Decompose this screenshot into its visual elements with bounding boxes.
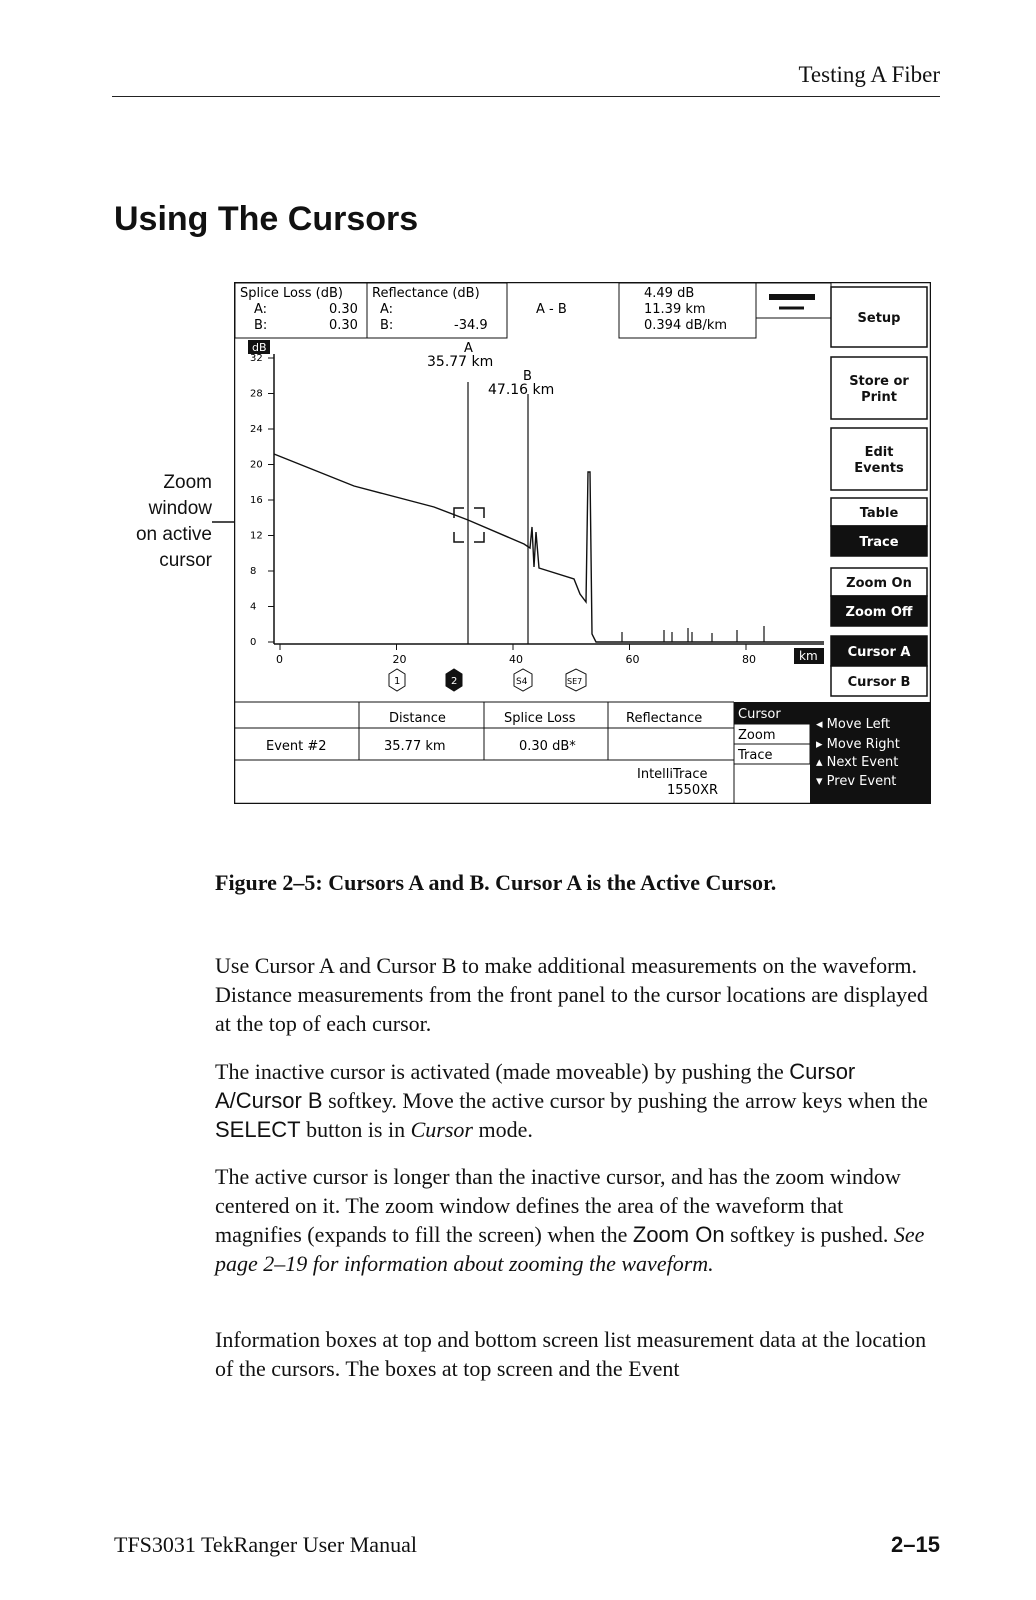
col-reflectance: Reflectance <box>626 711 703 726</box>
softkey-label: Table <box>859 506 899 521</box>
running-head: Testing A Fiber <box>798 62 940 87</box>
x-tick-label: 20 <box>392 653 407 666</box>
arrow-prev-event: ▾ Prev Event <box>816 774 897 789</box>
refl-b-label: B: <box>380 318 394 333</box>
footer-page-number: 2–15 <box>891 1532 940 1557</box>
callout-line-1: Zoom <box>163 472 212 493</box>
ab-distance: 11.39 km <box>644 302 706 317</box>
ab-attenuation: 0.394 dB/km <box>644 318 728 333</box>
paragraph-1: Use Cursor A and Cursor B to make additional measurements on the waveform. Distance measurements from the front panel to the cursor locations are displayed at the top of each cursor. <box>215 953 928 1036</box>
softkey-label: Events <box>854 461 904 476</box>
x-tick-label: 40 <box>509 653 523 666</box>
softkey-label: Trace <box>859 535 899 550</box>
refl-b-value: -34.9 <box>454 318 488 333</box>
x-tick-label: 0 <box>276 653 283 666</box>
db-unit-label: dB <box>252 341 267 354</box>
arrow-next-event: ▴ Next Event <box>816 755 899 770</box>
mode-zoom: Zoom <box>738 728 776 743</box>
event-marker-1-label: 1 <box>394 676 401 687</box>
softkey-label: Setup <box>857 311 901 326</box>
paragraph-4: Information boxes at top and bottom screen list measurement data at the location of the cursors. The boxes at top screen and the Event <box>215 1327 927 1381</box>
zoom-on-key-ref: Zoom On <box>632 1222 725 1247</box>
splice-a-label: A: <box>254 302 268 317</box>
row-event: Event #2 <box>266 739 327 754</box>
col-splice-loss: Splice Loss <box>504 711 576 726</box>
callout-line-3: on active <box>135 524 212 545</box>
a-minus-b-label: A - B <box>536 302 567 317</box>
overview-box <box>756 283 831 318</box>
mode-trace: Trace <box>738 748 773 763</box>
y-tick-label: 4 <box>250 601 257 613</box>
callout-line-4: cursor <box>159 550 212 571</box>
page-cross-reference: See page 2–19 for information about zooming the waveform. <box>215 1222 925 1276</box>
otdr-screen <box>234 282 931 804</box>
cursor-mode-ref: Cursor <box>410 1117 473 1142</box>
y-tick-label: 28 <box>250 388 263 400</box>
select-button-ref: SELECT <box>215 1117 301 1142</box>
row-distance: 35.77 km <box>384 739 446 754</box>
y-tick-label: 20 <box>250 459 263 471</box>
softkey-label: Cursor A <box>847 645 911 660</box>
y-tick-label: 0 <box>250 637 257 648</box>
refl-a-label: A: <box>380 302 394 317</box>
product-line-1: IntelliTrace <box>637 767 708 782</box>
softkey-label: Store or <box>849 374 909 389</box>
splice-a-value: 0.30 <box>329 302 358 317</box>
y-tick-label: 12 <box>250 530 263 542</box>
y-tick-label: 32 <box>250 353 263 364</box>
softkey-label: Cursor B <box>847 675 911 690</box>
paragraph-3: The active cursor is longer than the inactive cursor, and has the zoom window centered on it. The zoom window defines the area of the waveform that magnifies (expands to fill the screen) when the Zoom On softkey is pushed. See page 2–19 for information about zooming the waveform. <box>215 1164 925 1276</box>
paragraph-2: The inactive cursor is activated (made moveable) by pushing the Cursor A/Cursor B softkey. Move the active cursor by pushing the arrow keys when the SELECT button is in Cursor mode. <box>215 1059 928 1142</box>
product-line-2: 1550XR <box>667 783 719 798</box>
cursor-b-label: B <box>523 369 532 384</box>
callout-line-2: window <box>148 498 212 519</box>
splice-b-value: 0.30 <box>329 318 358 333</box>
mode-cursor: Cursor <box>738 707 781 722</box>
cursor-ab-key-ref: Cursor A/Cursor B <box>215 1059 856 1113</box>
softkey-label: Print <box>861 390 897 405</box>
section-title: Using The Cursors <box>114 200 419 238</box>
x-tick-label: 80 <box>742 653 756 666</box>
arrow-move-left: ◂ Move Left <box>816 717 891 732</box>
softkey-label: Zoom Off <box>845 605 913 620</box>
event-marker-2-label: 2 <box>451 676 458 687</box>
cursor-a-distance: 35.77 km <box>427 354 494 370</box>
y-tick-label: 16 <box>250 495 263 506</box>
km-unit-label: km <box>799 649 818 663</box>
row-splice: 0.30 dB* <box>519 739 576 754</box>
col-distance: Distance <box>389 711 446 726</box>
splice-loss-header: Splice Loss (dB) <box>240 286 343 301</box>
arrow-move-right: ▸ Move Right <box>816 737 900 752</box>
splice-b-label: B: <box>254 318 268 333</box>
cursor-b-distance: 47.16 km <box>488 382 555 398</box>
softkey-label: Edit <box>864 445 894 460</box>
ab-loss: 4.49 dB <box>644 286 695 301</box>
mode-menu <box>734 702 810 764</box>
figure-caption: Figure 2–5: Cursors A and B. Cursor A is the Active Cursor. <box>215 870 777 895</box>
footer-manual-title: TFS3031 TekRanger User Manual <box>114 1532 417 1557</box>
reflectance-header: Reflectance (dB) <box>372 286 480 301</box>
cursor-a-label: A <box>464 341 473 356</box>
event-marker-se7-label: SE7 <box>567 677 583 686</box>
overview-bar-icon <box>769 294 815 300</box>
softkey-label: Zoom On <box>846 576 912 591</box>
y-tick-label: 24 <box>250 424 263 435</box>
x-tick-label: 60 <box>625 653 640 666</box>
event-marker-s4-label: S4 <box>516 677 528 687</box>
y-tick-label: 8 <box>250 566 257 577</box>
